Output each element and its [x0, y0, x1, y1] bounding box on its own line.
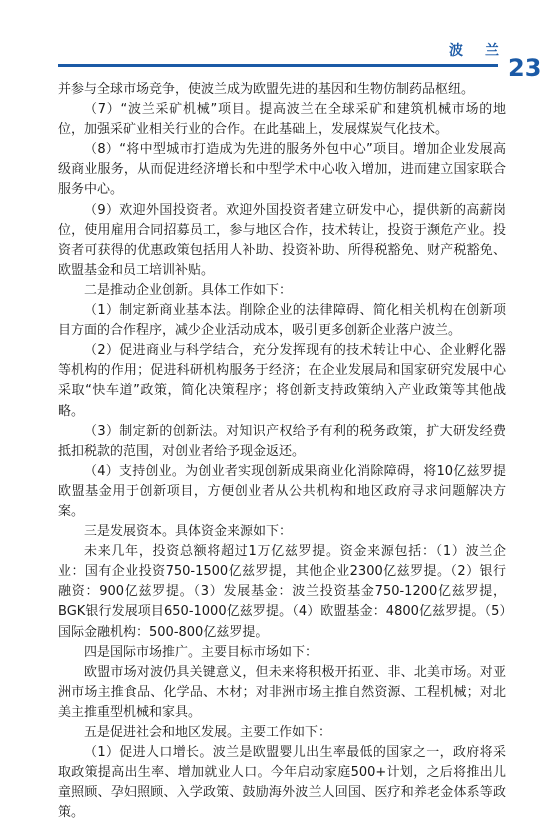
paragraph: （3）制定新的创新法。对知识产权给予有利的税务政策，扩大研发经费抵扣税款的范围，对创业者给予现金返还。	[58, 423, 506, 459]
body-text	[58, 80, 506, 823]
paragraph: 五是促进社会和地区发展。主要工作如下：	[84, 725, 332, 740]
paragraph: （8）“将中型城市打造成为先进的服务外包中心”项目。增加企业发展高级商业服务，从而促进经济增长和中型学术中心收入增加，进而建立国家联合服务中心。	[58, 142, 506, 198]
paragraph: （4）支持创业。为创业者实现创新成果商业化消除障碍，将10亿兹罗提欧盟基金用于创新项目，方便创业者从公共机构和地区政府寻求问题解决方案。	[58, 463, 506, 519]
paragraph: 未来几年，投资总额将超过1万亿兹罗提。资金来源包括：（1）波兰企业：国有企业投资750-1500亿兹罗提，其他企业2300亿兹罗提。（2）银行融资：900亿兹罗提。（3）发展基金：波兰投资基金750-1200亿兹罗提，BGK银行发展项目650-1000亿兹罗提。（4）欧盟基金：4800亿兹罗提。（5）国际金融机构：500-800亿兹罗提。	[58, 544, 506, 640]
paragraph: 四是国际市场推广。主要目标市场如下：	[84, 644, 319, 660]
section-label: 波 兰	[449, 43, 503, 59]
paragraph: 欧盟市场对波仍具关键意义，但未来将积极开拓亚、非、北美市场。对亚洲市场主推食品、化学品、木材；对非洲市场主推自然资源、工程机械；对北美主推重型机械和家具。	[58, 664, 506, 720]
paragraph: （1）促进人口增长。波兰是欧盟婴儿出生率最低的国家之一，政府将采取政策提高出生率、增加就业人口。今年启动家庭500+计划，之后将推出儿童照顾、孕妇照顾、入学政策、鼓励海外波兰人回国、医疗和养老金体系等政策。	[58, 745, 506, 821]
paragraph: 二是推动企业创新。具体工作如下：	[84, 282, 293, 298]
paragraph: （9）欢迎外国投资者。欢迎外国投资者建立研发中心，提供新的高薪岗位，使用雇用合同招募员工，参与地区合作，技术转让，投资于濒危产业。投资者可获得的优惠政策包括用人补助、投资补助、所得税豁免、财产税豁免、欧盟基金和员工培训补贴。	[58, 202, 506, 278]
paragraph: （2）促进商业与科学结合，充分发挥现有的技术转让中心、企业孵化器等机构的作用；促进科研机构服务于经济；在企业发展局和国家研究发展中心采取“快车道”政策，简化决策程序；将创新支持政策纳入产业政策等其他战略。	[58, 343, 506, 419]
paragraph: 三是发展资本。具体资金来源如下：	[84, 524, 293, 540]
page-number: 23	[508, 54, 542, 82]
paragraph: （7）“波兰采矿机械”项目。提高波兰在全球采矿和建筑机械市场的地位，加强采矿业相关行业的合作。在此基础上，发展煤炭气化技术。	[58, 102, 506, 138]
paragraph: 并参与全球市场竞争，使波兰成为欧盟先进的基因和生物仿制药品枢纽。	[58, 82, 475, 97]
paragraph: （1）制定新商业基本法。削除企业的法律障碍、简化相关机构在创新项目方面的合作程序，减少企业活动成本，吸引更多创新企业落户波兰。	[58, 303, 506, 339]
header-divider	[58, 64, 498, 67]
